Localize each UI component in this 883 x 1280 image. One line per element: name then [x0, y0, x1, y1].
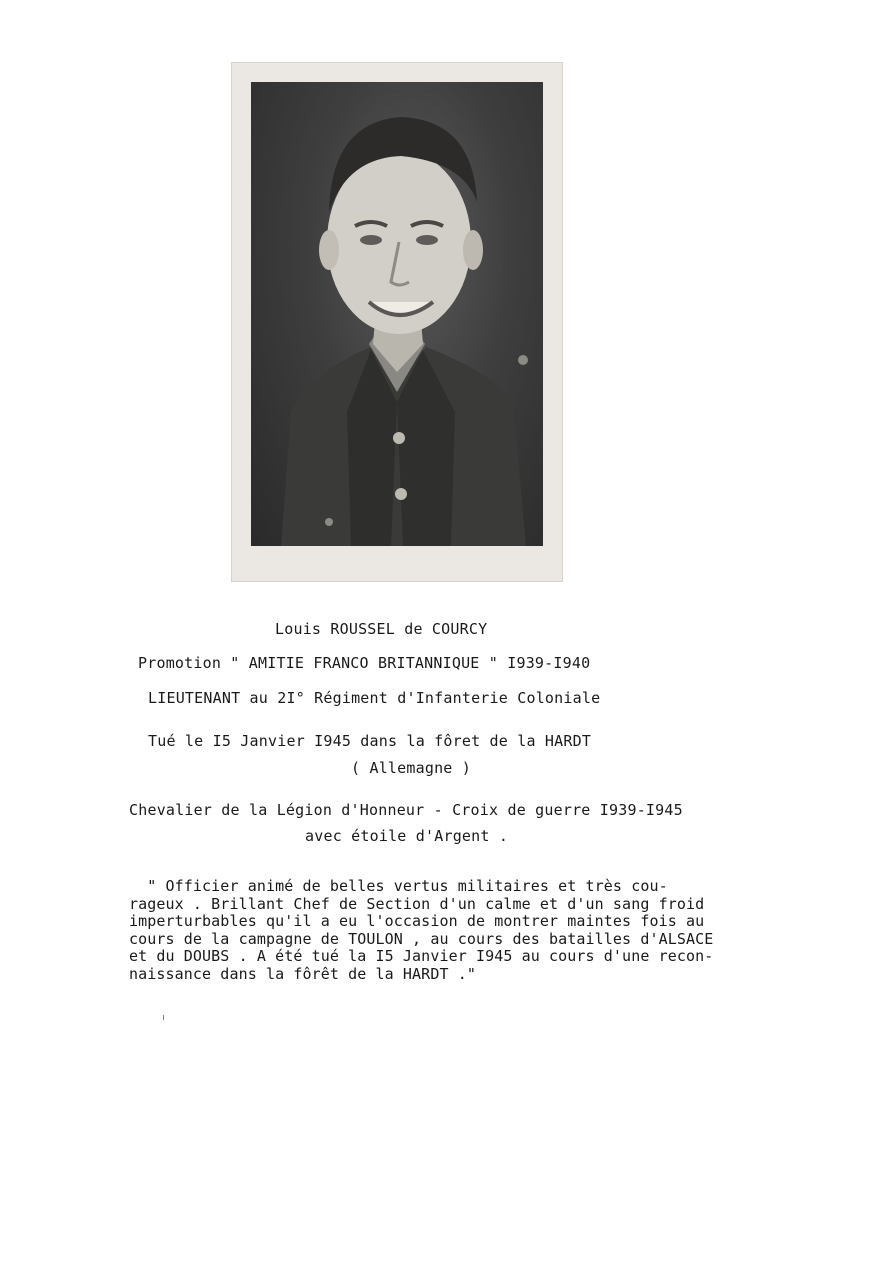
- portrait-illustration: [251, 82, 543, 546]
- portrait-photo: [251, 82, 543, 546]
- citation-line: " Officier animé de belles vertus militaires et très cou-: [129, 877, 668, 895]
- citation-line: naissance dans la fôrêt de la HARDT .": [129, 964, 476, 983]
- officer-name: Louis ROUSSEL de COURCY: [275, 620, 488, 638]
- citation-line: cours de la campagne de TOULON , au cours des batailles d'ALSACE: [129, 929, 714, 948]
- citation-paragraph: [129, 878, 809, 983]
- photo-frame: [231, 62, 563, 582]
- death-line: Tué le I5 Janvier I945 dans la fôret de la HARDT: [148, 732, 592, 750]
- honors-line-1: Chevalier de la Légion d'Honneur - Croix de guerre I939-I945: [129, 801, 683, 819]
- stray-mark: [163, 1015, 164, 1020]
- promotion-line: Promotion " AMITIE FRANCO BRITANNIQUE " I939-I940: [138, 654, 591, 672]
- citation-line: imperturbables qu'il a eu l'occasion de montrer maintes fois au: [129, 912, 705, 930]
- rank-line: LIEUTENANT au 2I° Régiment d'Infanterie Coloniale: [148, 689, 601, 707]
- honors-line-2: avec étoile d'Argent .: [305, 827, 509, 845]
- citation-line: et du DOUBS . A été tué la I5 Janvier I945 au cours d'une recon-: [129, 947, 714, 965]
- death-country: ( Allemagne ): [351, 759, 471, 777]
- citation-line: rageux . Brillant Chef de Section d'un calme et d'un sang froid: [129, 894, 705, 913]
